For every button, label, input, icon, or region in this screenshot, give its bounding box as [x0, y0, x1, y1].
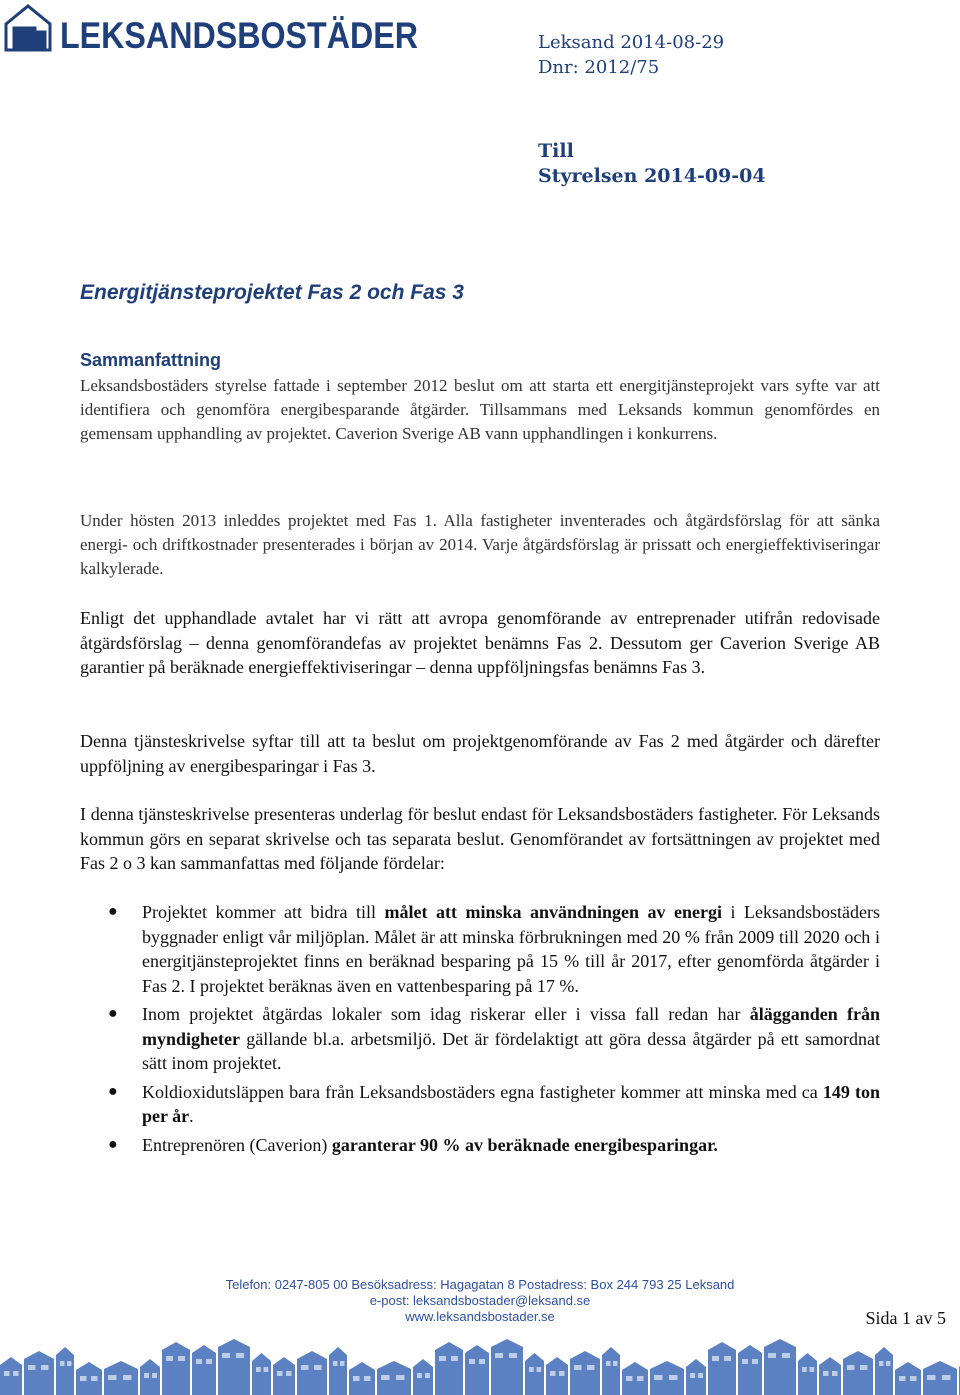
house-window [752, 1359, 758, 1364]
house-window [451, 1356, 458, 1361]
house-window [879, 1361, 884, 1366]
house-silhouette [273, 1357, 295, 1395]
house-silhouette [218, 1339, 250, 1395]
house-silhouette [738, 1345, 762, 1395]
house-silhouette [895, 1362, 921, 1395]
house-window [942, 1375, 951, 1380]
house-window [340, 1361, 345, 1366]
house-window [144, 1373, 149, 1378]
house-window [314, 1365, 322, 1370]
document-title: Energitjänsteprojektet Fas 2 och Fas 3 [80, 281, 464, 304]
house-silhouette [56, 1347, 74, 1395]
house-silhouette [24, 1351, 54, 1395]
house-window [698, 1373, 703, 1378]
paragraph-scope: I denna tjänsteskrivelse presenteras underlag för beslut endast för Leksandsbostäders fastigheter. För Leksands kommun görs en separat skrivelse och tas separata beslut. Genomförandet av fortsättningen av projektet med Fas 2 o 3 kan sammanfattas med följande fördelar: [80, 804, 880, 873]
paragraph-contract: Enligt det upphandlade avtalet har vi rätt att avropa genomförande av entreprenader utifrån redovisade åtgärdsförslag – denna genomförandefas av projektet benämns Fas 2. Dessutom ger Caverion Sverige AB garantier på beräknade energieffektiviseringar – denna uppföljningsfas benämns Fas 3. [80, 608, 880, 677]
company-name: LEKSANDSBOSTÄDER [60, 15, 418, 56]
house-window [782, 1353, 790, 1358]
house-window [669, 1375, 678, 1380]
house-window [910, 1376, 917, 1381]
bullet-icon: ● [108, 1135, 118, 1153]
house-window [4, 1371, 10, 1376]
footer-contact-line: Telefon: 0247-805 00 Besöksadress: Hagagatan 8 Postadress: Box 244 793 25 Leksand [225, 1277, 735, 1292]
house-window [495, 1353, 503, 1358]
house-window [333, 1361, 338, 1366]
paragraph-purpose: Denna tjänsteskrivelse syftar till att ta beslut om projektgenomförande av Fas 2 med åtgärder och därefter uppföljning av energibesparingar i Fas 3. [80, 731, 880, 776]
house-silhouette [525, 1353, 544, 1395]
house-window [637, 1376, 644, 1381]
house-window [469, 1359, 475, 1364]
house-window [847, 1365, 855, 1370]
house-silhouette [546, 1357, 568, 1395]
house-window [286, 1371, 292, 1376]
house-window [123, 1375, 132, 1380]
house-window [550, 1371, 556, 1376]
summary-heading: Sammanfattning [80, 350, 222, 370]
house-window [802, 1367, 807, 1372]
house-window [654, 1375, 663, 1380]
house-silhouette [297, 1351, 327, 1395]
house-window [396, 1375, 405, 1380]
house-window [381, 1375, 390, 1380]
list-item: ● Inom projektet åtgärdas lokaler som idag riskerar eller i vissa fall redan har ålägganden från myndigheter gällande bl.a. arbetsmiljö. Det är fördelaktigt att göra dessa åtgärder på ett samordnat sätt inom projektet. [108, 1004, 880, 1073]
house-window [613, 1361, 618, 1366]
house-window [256, 1367, 261, 1372]
house-window [768, 1353, 776, 1358]
house-window [301, 1365, 309, 1370]
house-window [899, 1376, 906, 1381]
house-window [626, 1376, 633, 1381]
list-item: ● Koldioxidutsläppen bara från Leksandsbostäders egna fastigheter kommer att minska med ca 149 ton per år. [108, 1081, 880, 1126]
house-window [606, 1361, 611, 1366]
footer-website[interactable]: www.leksandsbostader.se [405, 1309, 555, 1324]
house-window [166, 1356, 173, 1361]
house-silhouette [875, 1347, 893, 1395]
house-window [509, 1353, 517, 1358]
footer-contact [0, 1277, 960, 1325]
house-window [574, 1365, 582, 1370]
house-window [742, 1359, 748, 1364]
house-window [860, 1365, 868, 1370]
document-number: Dnr: 2012/75 [538, 57, 660, 78]
house-silhouette [0, 1357, 22, 1395]
house-window [41, 1365, 49, 1370]
house-window [529, 1367, 534, 1372]
house-window [196, 1359, 202, 1364]
house-window [823, 1371, 829, 1376]
house-window [108, 1375, 117, 1380]
recipient-label: Till [538, 140, 574, 162]
house-window [91, 1376, 98, 1381]
house-window [178, 1356, 185, 1361]
house-window [832, 1371, 838, 1376]
paragraph-background: Leksandsbostäders styrelse fattade i september 2012 beslut om att starta ett energitjänsteprojekt vars syfte var att identifiera och genomföra energibesparande åtgärder. Tillsammans med Leksands kommun genomfördes en gemensam upphandling av projektet. Caverion Sverige AB vann upphandlingen i konkurrens. [80, 376, 880, 443]
paragraph-phase1: Under hösten 2013 inleddes projektet med Fas 1. Alla fastigheter inventerades och åtgärdsförslag för att sänka energi- och driftkostnader presenterades i början av 2014. Varje åtgärdsförslag är prissatt och energieffektiviseringar kalkylerade. [80, 511, 880, 578]
bullet-icon: ● [108, 1082, 118, 1100]
house-silhouette [708, 1342, 736, 1395]
page-number: Sida 1 av 5 [865, 1308, 946, 1328]
house-silhouette [329, 1347, 347, 1395]
bullet-icon: ● [108, 1005, 118, 1022]
house-window [236, 1353, 244, 1358]
house-silhouette [192, 1345, 216, 1395]
house-window [810, 1367, 815, 1372]
house-window [559, 1371, 565, 1376]
bullet-icon: ● [108, 903, 118, 920]
footer-email[interactable]: e-post: leksandsbostader@leksand.se [369, 1293, 591, 1308]
house-window [886, 1361, 891, 1366]
house-silhouette [602, 1347, 620, 1395]
house-silhouette [570, 1351, 600, 1395]
house-icon [6, 6, 50, 50]
house-window [353, 1376, 360, 1381]
list-item: ● Projektet kommer att bidra till målet att minska användningen av energi i Leksandsbostäders byggnader enligt vår miljöplan. Målet är att minska förbrukningen med 20 % från 2009 till 2020 och i energitjänsteprojektet finns en beräknad besparing på 15 % till år 2017, efter genomförda åtgärder i Fas 2. I projektet beräknas även en vattenbesparing på 17 %. [108, 902, 881, 996]
house-silhouette [465, 1345, 489, 1395]
house-silhouette [491, 1339, 523, 1395]
house-silhouette [435, 1342, 463, 1395]
house-silhouette [162, 1342, 190, 1395]
house-window [264, 1367, 269, 1372]
recipient-board: Styrelsen 2014-09-04 [538, 165, 766, 187]
house-window [60, 1361, 65, 1366]
house-silhouette [764, 1339, 796, 1395]
house-window [277, 1371, 283, 1376]
company-logo [2, 2, 422, 54]
house-window [537, 1367, 542, 1372]
benefits-list [80, 900, 880, 1161]
house-window [425, 1373, 430, 1378]
house-silhouette [843, 1351, 873, 1395]
house-window [13, 1371, 19, 1376]
house-skyline-decoration [0, 1340, 960, 1395]
document-date: Leksand 2014-08-29 [538, 32, 725, 53]
house-silhouette [349, 1362, 375, 1395]
house-window [690, 1373, 695, 1378]
house-window [222, 1353, 230, 1358]
house-window [28, 1365, 36, 1370]
house-window [80, 1376, 87, 1381]
house-silhouette [819, 1357, 841, 1395]
house-silhouette [76, 1362, 102, 1395]
house-window [364, 1376, 371, 1381]
house-window [152, 1373, 157, 1378]
house-window [417, 1373, 422, 1378]
house-silhouette [798, 1353, 817, 1395]
list-item: ● Entreprenören (Caverion) garanterar 90 % av beräknade energibesparingar. [80, 1133, 880, 1158]
house-window [67, 1361, 72, 1366]
house-silhouette [622, 1362, 648, 1395]
house-window [479, 1359, 485, 1364]
house-window [439, 1356, 446, 1361]
house-silhouette [252, 1353, 271, 1395]
house-window [587, 1365, 595, 1370]
house-window [927, 1375, 936, 1380]
house-window [206, 1359, 212, 1364]
house-window [712, 1356, 719, 1361]
house-window [724, 1356, 731, 1361]
